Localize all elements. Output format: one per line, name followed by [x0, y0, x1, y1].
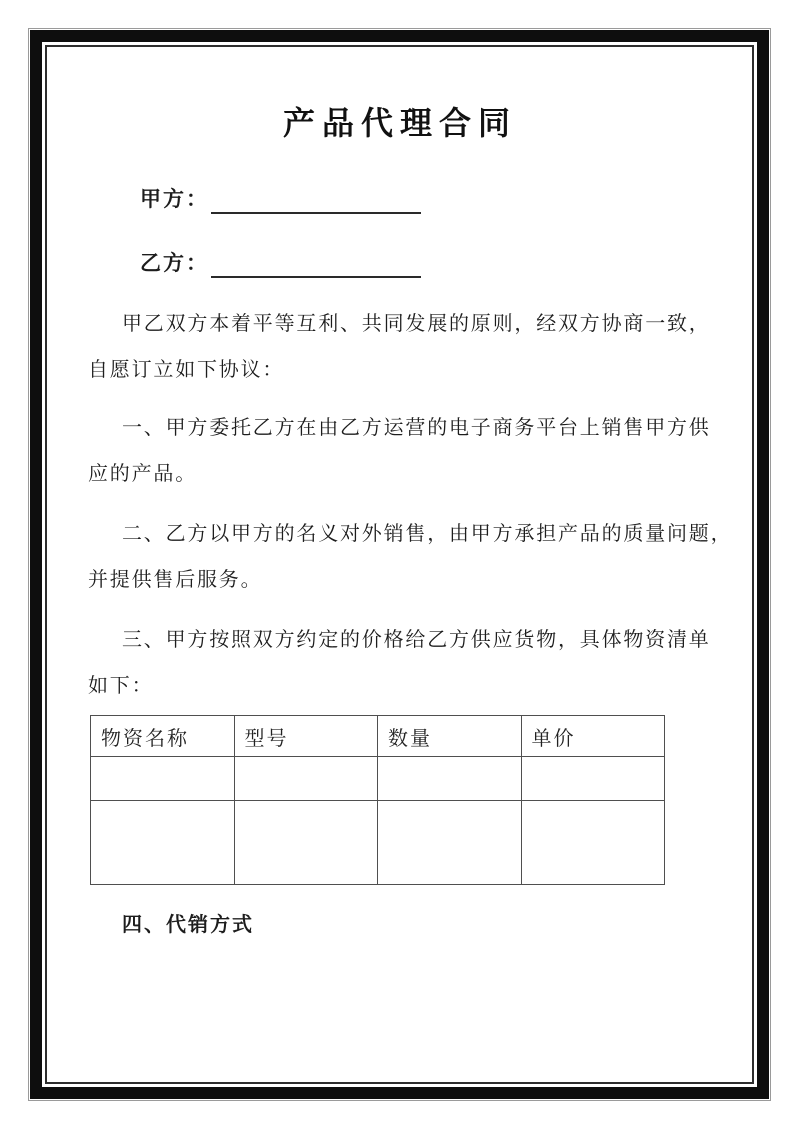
goods-table-header-name: 物资名称	[91, 716, 235, 757]
clause-one-paragraph	[88, 404, 712, 496]
paragraph-line: 一、甲方委托乙方在由乙方运营的电子商务平台上销售甲方供	[122, 415, 711, 439]
document-content	[88, 0, 733, 939]
goods-table-cell	[91, 757, 235, 801]
party-fill-in-blank-yifang	[211, 254, 421, 278]
goods-table-cell	[234, 757, 378, 801]
party-row-yifang	[140, 248, 712, 278]
goods-table-cell	[378, 801, 522, 885]
goods-table-header-row	[91, 716, 665, 757]
goods-table-empty-row	[91, 757, 665, 801]
goods-table-header-model: 型号	[234, 716, 378, 757]
party-label-yifang: 乙方：	[140, 250, 209, 275]
party-fill-in-blank-jiafang	[211, 190, 421, 214]
paragraph-line: 并提供售后服务。	[88, 567, 263, 591]
goods-table-cell	[91, 801, 235, 885]
paragraph-line: 三、甲方按照双方约定的价格给乙方供应货物，具体物资清单	[122, 627, 711, 651]
clause-three-paragraph	[88, 616, 712, 708]
party-section	[88, 184, 712, 278]
goods-table-header-quantity: 数量	[378, 716, 522, 757]
goods-table-empty-row	[91, 801, 665, 885]
paragraph-line: 二、乙方以甲方的名义对外销售，由甲方承担产品的质量问题，	[122, 521, 733, 545]
paragraph-line: 如下：	[88, 673, 154, 697]
paragraph-line: 甲乙双方本着平等互利、共同发展的原则，经双方协商一致，	[122, 311, 711, 335]
goods-table-cell	[521, 801, 665, 885]
document-title: 产品代理合同	[282, 104, 517, 142]
goods-table	[90, 715, 665, 885]
preamble-paragraph	[88, 300, 712, 392]
paragraph-line: 自愿订立如下协议：	[88, 357, 285, 381]
party-row-jiafang	[140, 184, 712, 214]
section-four-heading: 四、代销方式	[122, 912, 254, 936]
goods-table-cell	[378, 757, 522, 801]
goods-table-header-unit-price: 单价	[521, 716, 665, 757]
clause-two-paragraph	[88, 510, 733, 602]
goods-table-cell	[234, 801, 378, 885]
party-label-jiafang: 甲方：	[140, 186, 209, 211]
paragraph-line: 应的产品。	[88, 461, 197, 485]
goods-table-cell	[521, 757, 665, 801]
